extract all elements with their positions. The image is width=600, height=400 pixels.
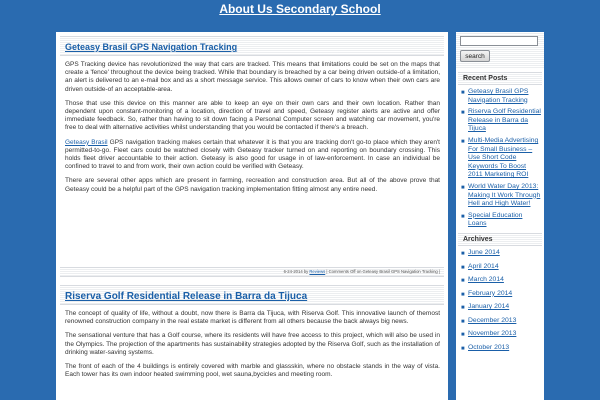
post-date: 6-24-2014 by — [283, 269, 310, 274]
bullet-icon: ■ — [461, 291, 465, 298]
recent-post-item — [461, 88, 542, 105]
archive-item — [461, 317, 542, 326]
post-paragraph: Those that use this device on this manner are able to keep an eye on their own cars and their own location. Rather than dependent upon constant-monitoring of a location, direction of travel and speed, Geteasy register alerts are active and offer immediate feedback. So, rather than having to sit down facing a Personal Computer screen and watching car movement, you're free to deal with alternative activities whilst understanding that you would be contacted if there's a breach. — [65, 99, 440, 132]
bullet-icon: ■ — [461, 346, 465, 353]
post-title-bar — [60, 285, 444, 305]
archive-item — [461, 276, 542, 285]
archive-item — [461, 330, 542, 339]
post-riserva — [56, 281, 448, 385]
post-title-bar — [60, 36, 444, 56]
recent-post-link[interactable]: Riserva Golf Residential Release in Barra da Tijuca — [468, 108, 541, 133]
post-body — [56, 305, 448, 379]
site-title-link[interactable]: About Us Secondary School — [219, 2, 381, 16]
archive-link[interactable]: February 2014 — [468, 289, 513, 297]
archive-item — [461, 303, 542, 312]
search-widget — [456, 32, 544, 68]
archive-item — [461, 290, 542, 299]
recent-post-link[interactable]: Special Education Loans — [468, 211, 523, 228]
archives-heading: Archives — [458, 233, 542, 246]
site-header — [0, 0, 600, 32]
search-button[interactable]: search — [460, 50, 490, 62]
archive-link[interactable]: October 2013 — [468, 344, 510, 352]
bullet-icon: ■ — [461, 213, 465, 220]
search-input[interactable] — [460, 36, 538, 46]
geteasy-brasil-link[interactable]: Geteasy Brasil — [65, 138, 108, 146]
post-geteasy — [56, 32, 448, 274]
post-paragraph: The sensational venture that has a Golf course, where its residents will have free access to this project, which will also be used in the Olympics. The projection of the apartments has sustainability strategies adopted by the Riserva Golf, such as the installation of drinking water-saving systems. — [65, 332, 440, 356]
bullet-icon: ■ — [461, 90, 465, 96]
recent-post-link[interactable]: Geteasy Brasil GPS Navigation Tracking — [468, 88, 529, 104]
archive-link[interactable]: April 2014 — [468, 262, 499, 270]
meta-separator: | — [325, 269, 329, 274]
archive-link[interactable]: March 2014 — [468, 276, 504, 284]
recent-post-link[interactable]: Multi-Media Advertising For Small Business – Use Short Code Keywords To Boost 2011 Marketing ROI — [468, 136, 539, 179]
recent-post-item — [461, 108, 542, 134]
bullet-icon: ■ — [461, 184, 465, 191]
post-body — [56, 56, 448, 194]
recent-post-item — [461, 137, 542, 180]
recent-post-link[interactable]: World Water Day 2013: Making It Work Through Hell and High Water! — [468, 182, 541, 208]
post-title-link[interactable]: Riserva Golf Residential Release in Barra da Tijuca — [65, 291, 308, 302]
archive-item — [461, 263, 542, 272]
archives-list — [456, 246, 544, 353]
post-comments: Comments Off on Geteasy Brasil GPS Navigation Tracking — [328, 269, 438, 274]
post-paragraph: The concept of quality of life, without a doubt, now there is Barra da Tijuca, with Riserva Golf. This innovative launch of themost renowned construction company in the real estate market is different from all others because the back always big news. — [65, 310, 440, 326]
recent-posts-list — [456, 85, 544, 229]
post-paragraph: The front of each of the 4 buildings is entirely covered with marble and glassskin, where no obstacle stands in the way of vista. Each tower has its own indoor heated swimming pool, wet sauna,bycicles and meeting room. — [65, 363, 440, 379]
bullet-icon: ■ — [461, 110, 465, 117]
bullet-icon: ■ — [461, 250, 465, 257]
archive-link[interactable]: December 2013 — [468, 316, 517, 324]
bullet-icon: ■ — [461, 264, 465, 271]
bullet-icon: ■ — [461, 332, 465, 339]
post-paragraph: GPS Tracking device has revolutionized the way that cars are tracked. This means that limitations could be set on the maps that create a 'fence' throughout the device being tracked. While that boundary is breached by a car being driven outside-of a limitation, an alert is delivered to an e-mail box and as a short message service. This allows owner of cars to know when their own cars are driven outside-of an acceptable-area. — [65, 61, 440, 93]
post-author-link[interactable]: Reviews — [309, 269, 326, 274]
archive-item — [461, 249, 542, 258]
meta-end: | — [437, 269, 440, 274]
recent-post-item — [461, 212, 542, 229]
archive-link[interactable]: January 2014 — [468, 303, 510, 311]
post-meta — [60, 267, 444, 277]
post-paragraph-text: GPS navigation tracking makes certain that whatever it is that you are tracking don't go-to place which they aren't permitted-to-go. Fleet cars could be watched closely with Geteasy tracker turned on and reporting on boundary crossing. This holds fleet driver accountable to their action. Geteasy is also good for usage in of law-enforcement. In case an individual be confined to travel to and from work, their own action could be verified with Geteasy. — [65, 138, 440, 171]
main-content — [56, 32, 448, 400]
post-paragraph: There are several other apps which are present in farming, recreation and construction area. But all of the above prove that Geteasy could be a helpful part of the GPS navigation tracking implementation fitting almost any entire need. — [65, 177, 440, 193]
recent-post-item — [461, 183, 542, 209]
recent-posts-heading: Recent Posts — [458, 72, 542, 85]
sidebar — [456, 32, 544, 400]
archive-link[interactable]: November 2013 — [468, 330, 517, 338]
archive-link[interactable]: June 2014 — [468, 248, 500, 256]
archive-item — [461, 344, 542, 353]
bullet-icon: ■ — [461, 138, 465, 145]
post-paragraph — [65, 139, 440, 172]
bullet-icon: ■ — [461, 318, 465, 325]
bullet-icon: ■ — [461, 305, 465, 312]
post-title-link[interactable]: Geteasy Brasil GPS Navigation Tracking — [65, 42, 238, 52]
bullet-icon: ■ — [461, 278, 465, 285]
